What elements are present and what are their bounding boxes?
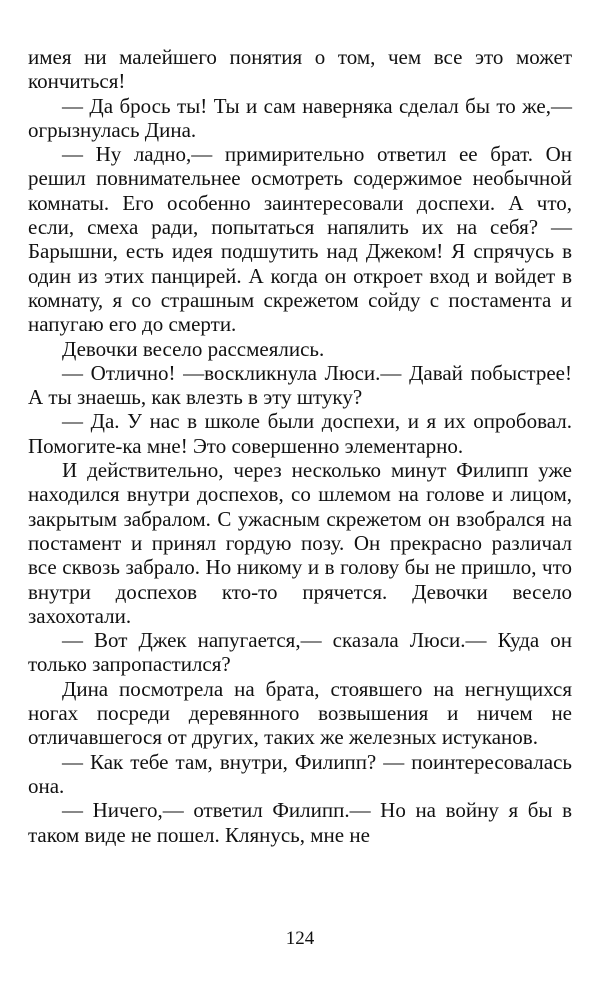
page-body (28, 45, 572, 847)
paragraph: — Да брось ты! Ты и сам наверняка сделал бы то же,— огрызнулась Дина. (28, 93, 572, 142)
paragraph: Девочки весело рассмеялись. (62, 336, 325, 361)
paragraph: Дина посмотрела на брата, стоявшего на негнущихся ногах посреди деревянного возвышения и ничем не отличавшегося от других, таких же железных истуканов. (28, 676, 572, 750)
paragraph: — Отлично! —воскликнула Люси.— Давай побыстрее! А ты знаешь, как влезть в эту штуку? (28, 360, 572, 410)
paragraph: — Как тебе там, внутри, Филипп? — поинтересовалась она. (28, 749, 572, 798)
page-number: 124 (285, 928, 315, 949)
paragraph: И действительно, через несколько минут Филипп уже находился внутри доспехов, со шлемом на голове и лицом, закрытым забралом. С ужасным скрежетом он взобрался на постамент и принял гордую позу. Он прекрасно различал все сквозь забрало. Но никому и в голову бы не пришло, что внутри доспехов кто-то прячется. Девочки весело захохотали. (28, 458, 572, 628)
paragraph: — Да. У нас в школе были доспехи, и я их опробовал. Помогите-ка мне! Это совершенно элементарно. (28, 409, 572, 458)
paragraph: — Ничего,— ответил Филипп.— Но на войну я бы в таком виде не пошел. Клянусь, мне не (28, 798, 572, 847)
paragraph: имея ни малейшего понятия о том, чем все это может кончиться! (28, 45, 572, 94)
paragraph: — Ну ладно,— примирительно ответил ее брат. Он решил повнимательнее осмотреть содержимое необычной комнаты. Его особенно заинтересовали доспехи. А что, если, смеха ради, попытаться напялить их на себя? — Барышни, есть идея подшутить над Джеком! Я спрячусь в один из этих панцирей. А когда он откроет вход и войдет в комнату, я со страшным скрежетом сойду с постамента и напугаю его до смерти. (28, 142, 572, 337)
paragraph: — Вот Джек напугается,— сказала Люси.— Куда он только запропастился? (28, 628, 572, 677)
